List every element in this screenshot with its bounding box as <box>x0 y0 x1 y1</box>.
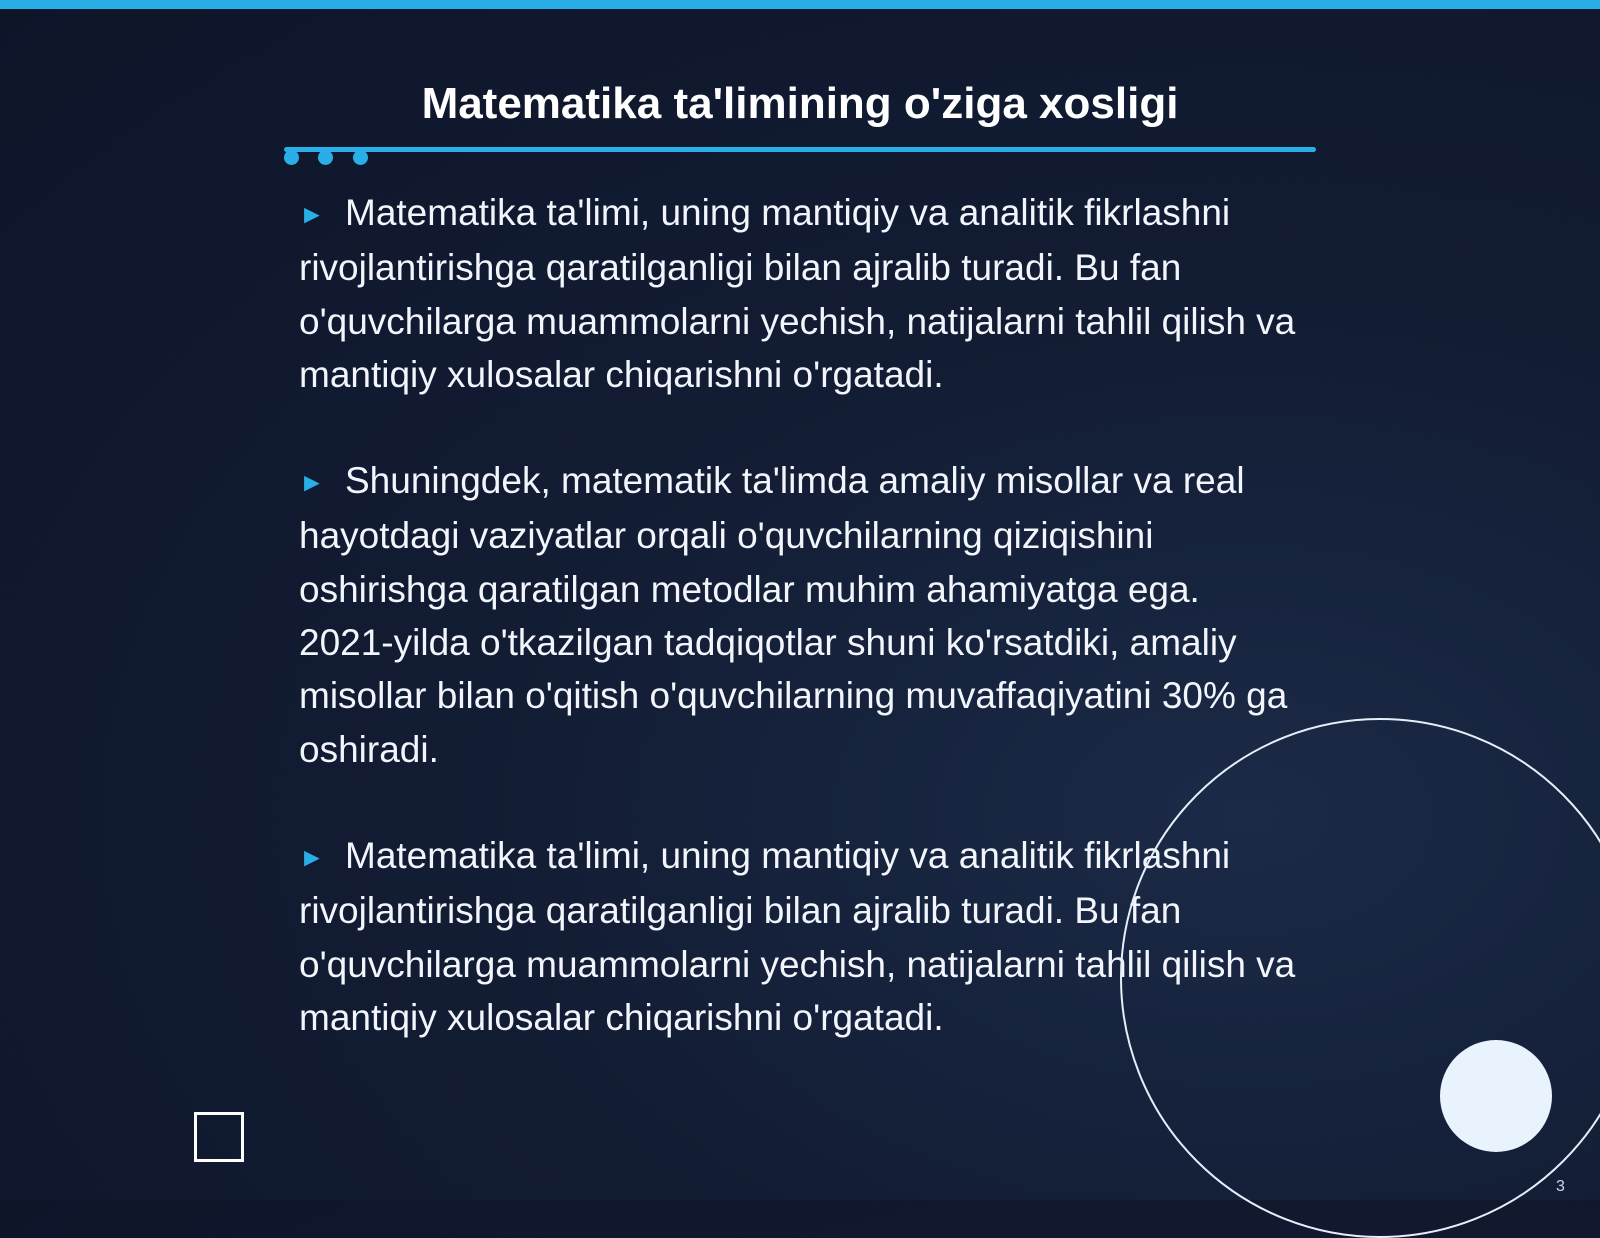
bullet-arrow-icon: ► <box>299 467 325 498</box>
decorative-dot <box>353 150 368 165</box>
decorative-bubble <box>1440 1040 1552 1152</box>
decorative-dot <box>284 150 299 165</box>
bullet-arrow-icon: ► <box>299 199 325 229</box>
paragraph-text: Matematika ta'limi, uning mantiqiy va analitik fikrlashni rivojlantirishga qaratilganligi bilan ajralib turadi. Bu fan o'quvchilarga muammolarni yechish, natijalarni tahlil qilish va mantiqiy xulosalar chiqarishni o'rgatadi. <box>299 192 1296 395</box>
bullet-paragraph <box>299 454 1299 776</box>
bullet-arrow-icon: ► <box>299 841 325 872</box>
slide-title: Matematika ta'limining o'ziga xosligi <box>421 79 1179 128</box>
top-accent-bar <box>0 0 1600 9</box>
title-underline <box>284 147 1316 152</box>
decorative-square <box>194 1112 244 1162</box>
paragraph-text: Matematika ta'limi, uning mantiqiy va analitik fikrlashni rivojlantirishga qaratilganligi bilan ajralib turadi. Bu fan o'quvchilarga muammolarni yechish, natijalarni tahlil qilish va mantiqiy xulosalar chiqarishni o'rgatadi. <box>299 834 1296 1038</box>
page-number: 3 <box>1556 1178 1565 1195</box>
bullet-paragraph <box>299 186 1299 401</box>
paragraph-text: Shuningdek, matematik ta'limda amaliy misollar va real hayotdagi vaziyatlar orqali o'quvchilarning qiziqishini oshirishga qaratilgan metodlar muhim ahamiyatga ega. 2021-yilda o'tkazilgan tadqiqotlar shuni ko'rsatdiki, amaliy misollar bilan o'qitish o'quvchilarning muvaffaqiyatini 30% ga oshiradi. <box>299 460 1288 770</box>
decorative-dot <box>318 150 333 165</box>
